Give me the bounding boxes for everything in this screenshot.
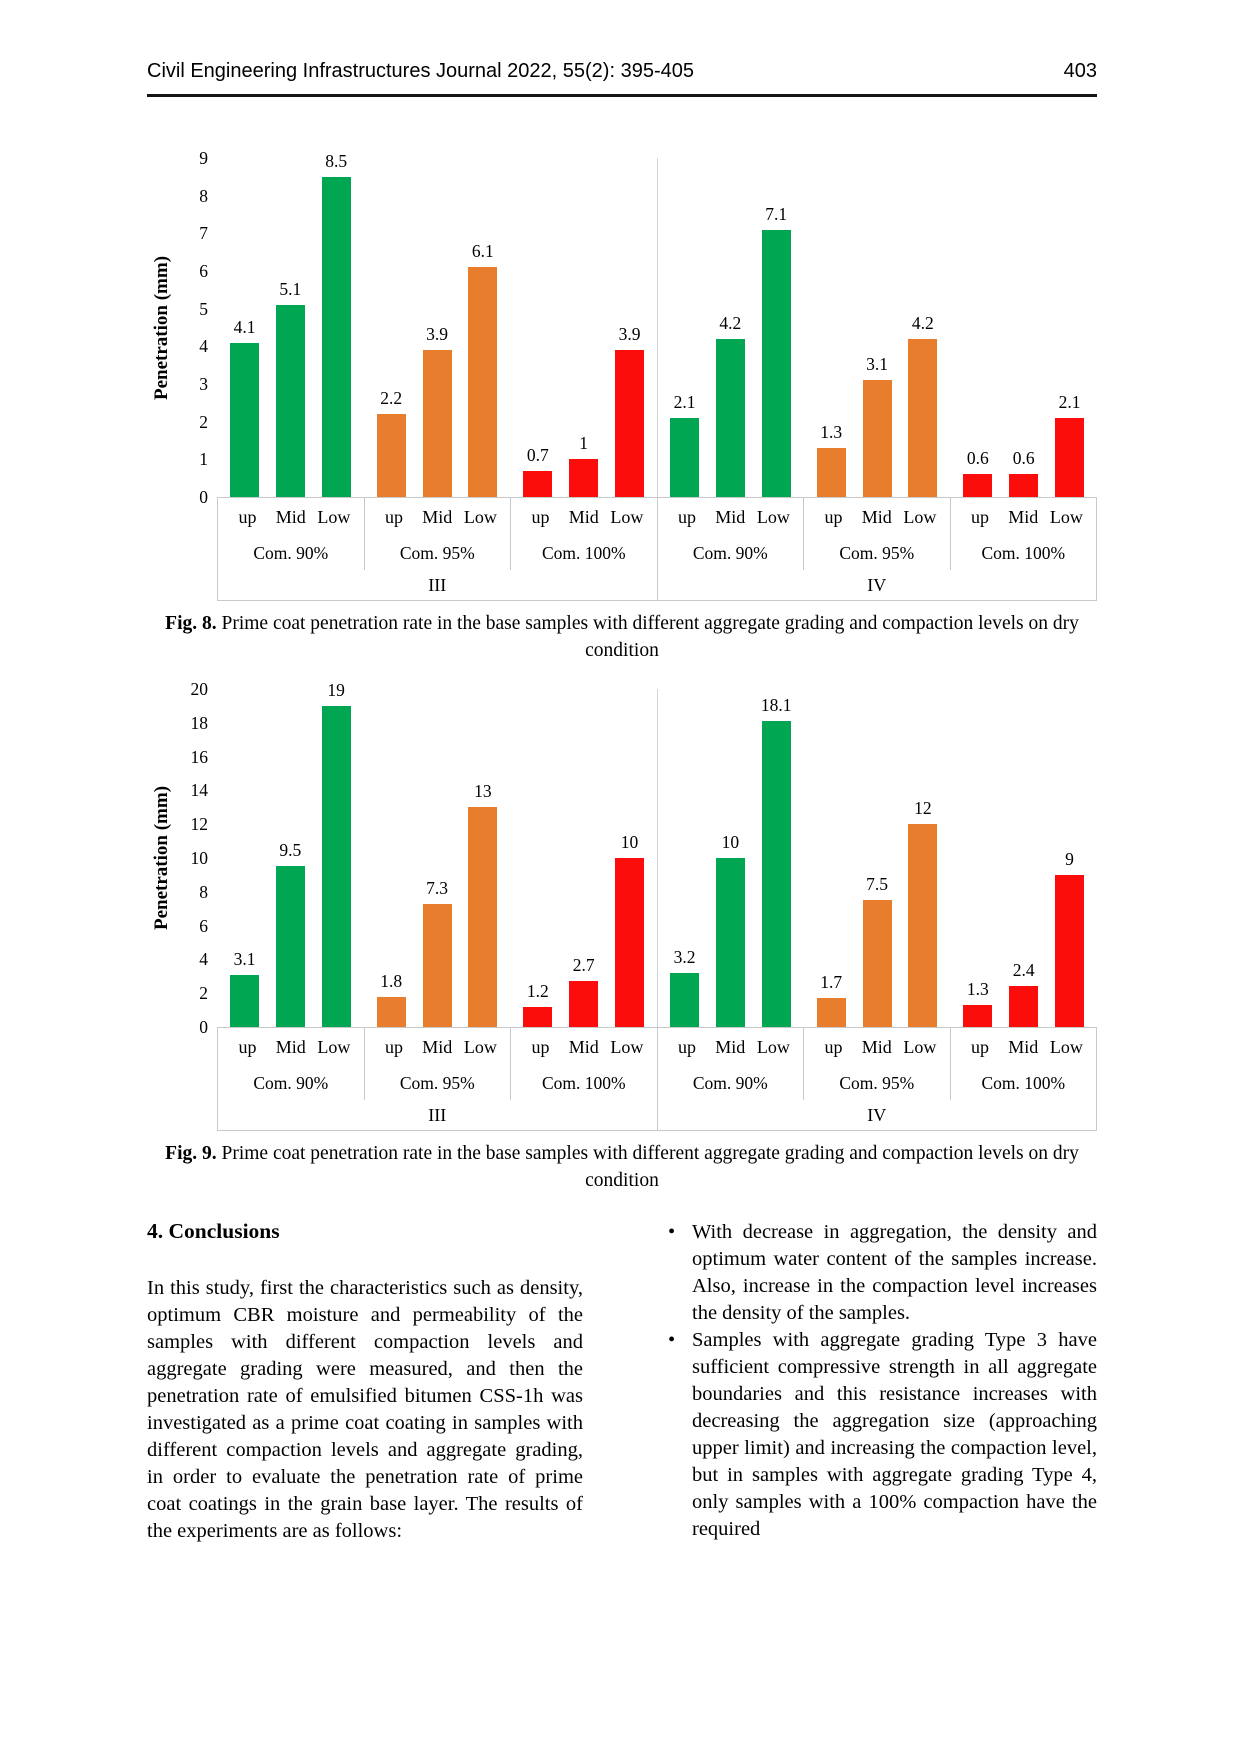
position-label: up bbox=[238, 506, 257, 527]
bar bbox=[863, 900, 892, 1027]
position-label: up bbox=[678, 1036, 697, 1057]
bar-value-label: 7.5 bbox=[866, 874, 888, 895]
y-tick-label: 2 bbox=[199, 411, 208, 432]
position-label: Mid bbox=[568, 1036, 599, 1057]
position-label: up bbox=[531, 1036, 550, 1057]
bar-group bbox=[364, 689, 511, 1027]
bar bbox=[377, 997, 406, 1027]
position-label: Mid bbox=[715, 506, 746, 527]
section-label-cell: IV bbox=[658, 1100, 1098, 1130]
compaction-label-cell: Com. 95% bbox=[365, 536, 512, 570]
bar-value-label: 1.3 bbox=[820, 422, 843, 443]
bar-value-label: 1.2 bbox=[526, 980, 549, 1001]
position-label: Mid bbox=[1008, 506, 1039, 527]
bar-value-label: 4.1 bbox=[233, 316, 256, 337]
bar bbox=[817, 448, 846, 497]
x-axis-position-row bbox=[217, 1028, 1097, 1066]
bar bbox=[276, 305, 305, 497]
compaction-label-cell: Com. 90% bbox=[658, 536, 805, 570]
bar-group bbox=[950, 158, 1097, 497]
bar-value-label: 0.6 bbox=[1012, 448, 1035, 469]
bar-slot bbox=[963, 158, 992, 497]
bar-group bbox=[217, 679, 364, 1027]
section-label-cell: III bbox=[217, 1100, 658, 1130]
bar bbox=[963, 474, 992, 497]
position-label: Mid bbox=[422, 506, 453, 527]
position-label: Low bbox=[610, 506, 644, 527]
bar-slot bbox=[615, 158, 644, 497]
position-label: up bbox=[971, 506, 990, 527]
bar-value-label: 2.7 bbox=[572, 955, 595, 976]
y-axis-title-column bbox=[147, 158, 177, 497]
compaction-label-cell: Com. 90% bbox=[217, 1066, 365, 1100]
conclusions-right-column bbox=[663, 1219, 1097, 1545]
position-label: up bbox=[824, 506, 843, 527]
journal-running-title: Civil Engineering Infrastructures Journal 2022, 55(2): 395-405 bbox=[147, 60, 694, 82]
bar bbox=[322, 706, 351, 1027]
bar-group bbox=[804, 158, 951, 497]
bar-value-label: 9 bbox=[1065, 848, 1074, 869]
y-tick-label: 20 bbox=[190, 679, 208, 699]
bar bbox=[615, 350, 644, 497]
y-tick-label: 6 bbox=[199, 915, 208, 936]
bar-value-label: 7.3 bbox=[426, 877, 448, 898]
x-axis-position-row bbox=[217, 498, 1097, 536]
position-label: Low bbox=[1049, 1036, 1083, 1057]
position-labels-cell bbox=[951, 1028, 1098, 1066]
bar bbox=[1055, 875, 1084, 1027]
position-label: Mid bbox=[715, 1036, 746, 1057]
figure-8-chart bbox=[147, 148, 1097, 601]
position-labels-cell bbox=[658, 498, 805, 536]
bar-value-label: 18.1 bbox=[760, 695, 792, 716]
compaction-label-cell: Com. 100% bbox=[951, 536, 1098, 570]
bar-value-label: 2.4 bbox=[1012, 960, 1035, 981]
compaction-label-cell: Com. 100% bbox=[511, 1066, 658, 1100]
bar bbox=[230, 343, 259, 497]
figure-9-caption bbox=[147, 1140, 1097, 1194]
bar-value-label: 1 bbox=[579, 433, 589, 454]
bar bbox=[863, 380, 892, 497]
position-label: Mid bbox=[568, 506, 599, 527]
bar-value-label: 0.7 bbox=[526, 444, 549, 465]
bar bbox=[1055, 418, 1084, 497]
bar-value-label: 7.1 bbox=[765, 203, 788, 224]
position-label: Mid bbox=[1008, 1036, 1039, 1057]
position-label: up bbox=[385, 1036, 404, 1057]
bar-slot bbox=[1055, 689, 1084, 1027]
figure-9-chart bbox=[147, 679, 1097, 1131]
y-tick-label: 6 bbox=[199, 261, 208, 281]
bar bbox=[569, 459, 598, 497]
y-tick-label: 3 bbox=[199, 374, 208, 394]
position-label: up bbox=[385, 506, 404, 527]
position-label: Low bbox=[903, 1036, 937, 1057]
bar bbox=[963, 1005, 992, 1027]
bar-group bbox=[804, 689, 951, 1027]
conclusions-heading: 4. Conclusions bbox=[147, 1219, 280, 1243]
list-item-text: With decrease in aggregation, the density and optimum water content of the samples increase. Also, increase in the compaction level increases the density of the samples. bbox=[692, 1221, 1097, 1324]
y-axis-tick-labels bbox=[177, 679, 217, 1037]
x-axis-section-row bbox=[217, 570, 1097, 601]
bar bbox=[523, 471, 552, 497]
plot-area bbox=[217, 679, 1097, 1028]
y-tick-label: 1 bbox=[199, 449, 208, 470]
bar-slot bbox=[276, 689, 305, 1027]
bar-value-label: 8.5 bbox=[325, 150, 348, 171]
page-header bbox=[147, 0, 1097, 97]
bar-value-label: 5.1 bbox=[279, 278, 302, 299]
bar bbox=[377, 414, 406, 497]
position-labels-cell bbox=[658, 1028, 805, 1066]
bar-slot bbox=[569, 689, 598, 1027]
list-item-text: Samples with aggregate grading Type 3 have sufficient compressive strength in all aggregate boundaries and this resistance increases with decreasing the aggregation size (approaching upper limit) and increasing the compaction level, but in samples with aggregate grading Type 4, only samples with a 100% compaction have the required bbox=[692, 1329, 1097, 1540]
bar-value-label: 10 bbox=[620, 832, 639, 852]
bar bbox=[322, 177, 351, 497]
position-label: Low bbox=[756, 1036, 790, 1057]
bar-slot bbox=[276, 158, 305, 497]
conclusions-intro-paragraph: In this study, first the characteristics such as density, optimum CBR moisture and permeability of the samples with different compaction levels and aggregate grading were measured, and then the penetration rate of emulsified bitumen CSS-1h was investigated as a prime coat coating in samples with different compaction levels and aggregate grading, in order to evaluate the penetration rate of prime coat coatings in the grain base layer. The results of the experiments are as follows: bbox=[147, 1277, 583, 1542]
position-labels-cell bbox=[511, 498, 658, 536]
y-tick-label: 5 bbox=[199, 298, 208, 319]
bar-group bbox=[657, 689, 804, 1027]
position-labels-cell bbox=[365, 1028, 512, 1066]
position-label: Mid bbox=[275, 1036, 306, 1057]
column-gap bbox=[583, 1219, 663, 1545]
bar-slot bbox=[817, 158, 846, 497]
bar-value-label: 12 bbox=[914, 798, 932, 819]
x-axis-compaction-row bbox=[217, 1066, 1097, 1100]
position-labels-cell bbox=[804, 498, 951, 536]
bar-slot bbox=[817, 689, 846, 1027]
y-tick-label: 2 bbox=[199, 983, 208, 1004]
compaction-label-cell: Com. 95% bbox=[804, 1066, 951, 1100]
bar-slot bbox=[230, 158, 259, 497]
figure-8-caption-label: Fig. 8. bbox=[165, 613, 217, 634]
compaction-label-cell: Com. 90% bbox=[217, 536, 365, 570]
bar-slot bbox=[762, 158, 791, 497]
bar-slot bbox=[908, 689, 937, 1027]
position-label: Low bbox=[1049, 506, 1083, 527]
bar-group bbox=[510, 158, 657, 497]
conclusions-left-column bbox=[147, 1219, 583, 1545]
bar bbox=[908, 339, 937, 497]
conclusions-section bbox=[147, 1219, 1097, 1545]
y-tick-label: 9 bbox=[199, 148, 208, 168]
bar-value-label: 6.1 bbox=[471, 241, 494, 262]
list-item bbox=[663, 1219, 1097, 1327]
position-labels-cell bbox=[804, 1028, 951, 1066]
position-label: Low bbox=[903, 506, 937, 527]
bar bbox=[762, 230, 791, 497]
y-tick-label: 16 bbox=[190, 746, 208, 767]
position-label: up bbox=[824, 1036, 843, 1057]
bar bbox=[716, 858, 745, 1027]
bar-value-label: 0.6 bbox=[966, 448, 989, 469]
bar bbox=[230, 975, 259, 1027]
bar bbox=[908, 824, 937, 1027]
position-label: Mid bbox=[275, 506, 306, 527]
y-tick-label: 18 bbox=[190, 712, 208, 733]
bar-value-label: 3.1 bbox=[233, 948, 256, 969]
bar bbox=[423, 904, 452, 1027]
figure-9-caption-text: Prime coat penetration rate in the base samples with different aggregate grading and compaction levels on dry condition bbox=[216, 1143, 1079, 1191]
bar-group bbox=[364, 158, 511, 497]
plot-area bbox=[217, 150, 1097, 498]
bar bbox=[1009, 986, 1038, 1027]
bar-value-label: 1.8 bbox=[380, 970, 403, 991]
bar bbox=[716, 339, 745, 497]
y-tick-label: 4 bbox=[199, 336, 208, 357]
compaction-label-cell: Com. 100% bbox=[511, 536, 658, 570]
position-labels-cell bbox=[217, 1028, 365, 1066]
position-label: Low bbox=[463, 1036, 497, 1057]
bar-group bbox=[657, 158, 804, 497]
y-tick-label: 12 bbox=[190, 814, 208, 835]
bar-slot bbox=[615, 689, 644, 1027]
position-label: Mid bbox=[861, 506, 892, 527]
bar bbox=[569, 981, 598, 1027]
bullet-icon: • bbox=[668, 1221, 676, 1243]
bar-slot bbox=[1009, 158, 1038, 497]
x-axis-compaction-row bbox=[217, 536, 1097, 570]
bar-group bbox=[510, 689, 657, 1027]
figure-8-caption-text: Prime coat penetration rate in the base samples with different aggregate grading and compaction levels on dry condition bbox=[216, 613, 1079, 661]
y-tick-label: 0 bbox=[199, 1017, 208, 1037]
section-label-cell: IV bbox=[658, 570, 1098, 600]
bar-slot bbox=[423, 158, 452, 497]
position-label: up bbox=[531, 506, 550, 527]
position-label: Mid bbox=[422, 1036, 453, 1057]
bar bbox=[276, 866, 305, 1027]
bar-slot bbox=[716, 689, 745, 1027]
position-label: Low bbox=[756, 506, 790, 527]
bar-slot bbox=[762, 689, 791, 1027]
bar bbox=[468, 807, 497, 1027]
bar-value-label: 2.1 bbox=[673, 391, 696, 412]
bar-slot bbox=[322, 679, 351, 1027]
position-label: Low bbox=[610, 1036, 644, 1057]
y-tick-label: 8 bbox=[199, 881, 208, 902]
compaction-label-cell: Com. 90% bbox=[658, 1066, 805, 1100]
bar bbox=[468, 267, 497, 497]
bar-value-label: 1.3 bbox=[966, 979, 989, 1000]
position-labels-cell bbox=[365, 498, 512, 536]
bar bbox=[523, 1007, 552, 1027]
compaction-label-cell: Com. 100% bbox=[951, 1066, 1098, 1100]
y-tick-label: 0 bbox=[199, 487, 208, 507]
bar bbox=[670, 418, 699, 497]
position-label: Low bbox=[317, 1036, 351, 1057]
bar-slot bbox=[322, 150, 351, 497]
bar bbox=[423, 350, 452, 497]
bar-value-label: 2.2 bbox=[380, 388, 403, 409]
position-label: Low bbox=[463, 506, 497, 527]
position-label: up bbox=[678, 506, 697, 527]
bar-value-label: 4.2 bbox=[719, 312, 742, 333]
bar-value-label: 10 bbox=[721, 832, 740, 852]
bar-slot bbox=[377, 689, 406, 1027]
y-axis-title: Penetration (mm) bbox=[151, 785, 172, 931]
x-axis-section-row bbox=[217, 1100, 1097, 1131]
bar bbox=[670, 973, 699, 1027]
bar-value-label: 9.5 bbox=[279, 840, 302, 861]
bar-slot bbox=[468, 689, 497, 1027]
y-tick-label: 14 bbox=[190, 780, 208, 801]
bar bbox=[1009, 474, 1038, 497]
bar-value-label: 3.1 bbox=[866, 354, 888, 375]
chart-main-area bbox=[217, 150, 1097, 601]
figure-8 bbox=[147, 148, 1097, 664]
bar-slot bbox=[863, 689, 892, 1027]
y-tick-label: 8 bbox=[199, 185, 208, 206]
bar-value-label: 1.7 bbox=[820, 972, 843, 993]
position-labels-cell bbox=[217, 498, 365, 536]
bar-slot bbox=[423, 689, 452, 1027]
bar-value-label: 3.9 bbox=[426, 324, 448, 345]
figure-9-caption-label: Fig. 9. bbox=[165, 1143, 217, 1164]
bar-value-label: 19 bbox=[327, 679, 345, 700]
position-label: up bbox=[971, 1036, 990, 1057]
bar bbox=[762, 721, 791, 1027]
chart-main-area bbox=[217, 679, 1097, 1131]
bar-value-label: 3.9 bbox=[618, 324, 641, 345]
y-axis-title: Penetration (mm) bbox=[151, 255, 172, 400]
figure-9 bbox=[147, 679, 1097, 1194]
bar-group bbox=[217, 150, 364, 497]
bar bbox=[817, 998, 846, 1027]
position-labels-cell bbox=[511, 1028, 658, 1066]
compaction-label-cell: Com. 95% bbox=[804, 536, 951, 570]
bar-slot bbox=[1055, 158, 1084, 497]
bar-slot bbox=[670, 689, 699, 1027]
bar-group bbox=[950, 689, 1097, 1027]
position-label: Low bbox=[317, 506, 351, 527]
y-tick-label: 7 bbox=[199, 223, 208, 244]
bar-value-label: 13 bbox=[474, 781, 492, 802]
compaction-label-cell: Com. 95% bbox=[365, 1066, 512, 1100]
figure-8-caption bbox=[147, 610, 1097, 664]
bar-value-label: 4.2 bbox=[911, 312, 934, 333]
bar bbox=[615, 858, 644, 1027]
bar-slot bbox=[468, 158, 497, 497]
position-labels-cell bbox=[951, 498, 1098, 536]
bar-slot bbox=[908, 158, 937, 497]
list-item bbox=[663, 1327, 1097, 1543]
y-axis-title-column bbox=[147, 689, 177, 1027]
position-label: Mid bbox=[861, 1036, 892, 1057]
position-label: up bbox=[238, 1036, 257, 1057]
bar-value-label: 3.2 bbox=[673, 946, 696, 967]
section-label-cell: III bbox=[217, 570, 658, 600]
bullet-icon: • bbox=[668, 1329, 676, 1351]
y-tick-label: 4 bbox=[199, 949, 208, 970]
bar-value-label: 2.1 bbox=[1058, 391, 1081, 412]
page-number: 403 bbox=[1063, 60, 1097, 82]
y-tick-label: 10 bbox=[190, 848, 208, 868]
